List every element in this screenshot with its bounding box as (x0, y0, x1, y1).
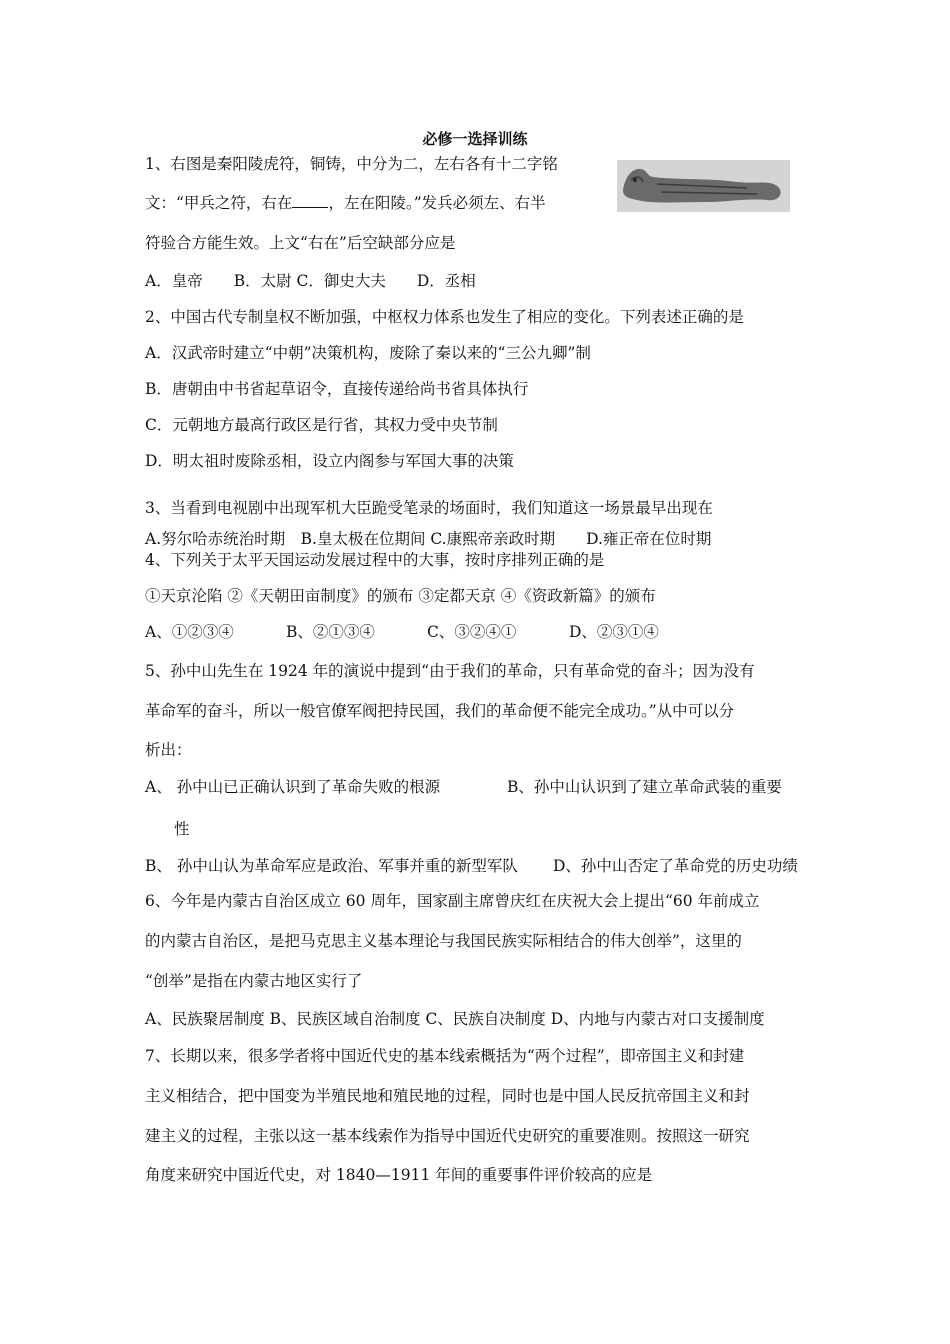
q5-line2: 革命军的奋斗，所以一般官僚军阀把持民国，我们的革命便不能完全成功。”从中可以分 (145, 702, 735, 720)
q4-option-b: B、②①③④ (286, 623, 375, 641)
q5-option-b-cont: 性 (174, 820, 190, 838)
q4-items: ①天京沦陷 ②《天朝田亩制度》的颁布 ③定都天京 ④《资政新篇》的颁布 (145, 587, 656, 605)
q1-line3: 符验合方能生效。上文“右在”后空缺部分应是 (145, 234, 456, 252)
q4-stem: 4、下列关于太平天国运动发展过程中的大事，按时序排列正确的是 (145, 551, 605, 569)
q7-line1: 7、长期以来，很多学者将中国近代史的基本线索概括为“两个过程”，即帝国主义和封建 (145, 1047, 745, 1065)
q3-stem: 3、当看到电视剧中出现军机大臣跪受笔录的场面时，我们知道这一场景最早出现在 (145, 499, 713, 517)
q2-option-d: D．明太祖时废除丞相，设立内阁参与军国大事的决策 (145, 452, 514, 470)
q7-line4: 角度来研究中国近代史，对 1840—1911 年间的重要事件评价较高的应是 (145, 1166, 653, 1184)
q2-option-a: A．汉武帝时建立“中朝”决策机构，废除了秦以来的“三公九卿”制 (145, 344, 591, 362)
q4-option-d: D、②③①④ (569, 623, 659, 641)
q6-line2: 的内蒙古自治区，是把马克思主义基本理论与我国民族实际相结合的伟大创举”，这里的 (145, 932, 742, 950)
q3-options: A.努尔哈赤统治时期 B.皇太极在位期间 C.康熙帝亲政时期 D.雍正帝在位时期 (145, 530, 712, 548)
q1-line2 (145, 192, 546, 214)
q5-option-b: B、孙中山认识到了建立革命武装的重要 (507, 778, 782, 796)
q2-stem: 2、中国古代专制皇权不断加强，中枢权力体系也发生了相应的变化。下列表述正确的是 (145, 308, 744, 326)
q1-line2b: ，左在阳陵。”发兵必须左、右半 (328, 194, 546, 212)
q5-line1: 5、孙中山先生在 1924 年的演说中提到“由于我们的革命，只有革命党的奋斗；因为没有 (145, 662, 755, 680)
q6-line3: “创举”是指在内蒙古地区实行了 (145, 972, 363, 990)
q6-options: A、民族聚居制度 B、民族区域自治制度 C、民族自决制度 D、内地与内蒙古对口支援制度 (145, 1010, 765, 1028)
q2-option-b: B．唐朝由中书省起草诏令，直接传递给尚书省具体执行 (145, 380, 529, 398)
q5-option-c: B、 孙中山认为革命军应是政治、军事并重的新型军队 (145, 857, 518, 875)
q4-option-a: A、①②③④ (145, 623, 234, 641)
q6-line1: 6、今年是内蒙古自治区成立 60 周年，国家副主席曾庆红在庆祝大会上提出“60 年前成立 (145, 892, 760, 910)
q5-option-d: D、孙中山否定了革命党的历史功绩 (553, 857, 798, 875)
q1-line1: 1、右图是秦阳陵虎符，铜铸，中分为二，左右各有十二字铭 (145, 155, 558, 173)
q4-option-c: C、③②④① (427, 623, 517, 641)
q1-options: A．皇帝 B．太尉 C．御史大夫 D．丞相 (145, 272, 476, 290)
q7-line3: 建主义的过程，主张以这一基本线索作为指导中国近代史研究的重要准则。按照这一研究 (145, 1127, 750, 1145)
q1-line2a: 文：“甲兵之符，右在 (145, 194, 293, 212)
tiger-tally-image (617, 160, 790, 212)
q5-option-a: A、 孙中山已正确认识到了革命失败的根源 (145, 778, 441, 796)
q1-blank (292, 192, 328, 208)
q5-line3: 析出： (145, 741, 192, 759)
q2-option-c: C．元朝地方最高行政区是行省，其权力受中央节制 (145, 416, 498, 434)
page-title: 必修一选择训练 (422, 130, 528, 148)
q7-line2: 主义相结合，把中国变为半殖民地和殖民地的过程，同时也是中国人民反抗帝国主义和封 (145, 1087, 750, 1105)
